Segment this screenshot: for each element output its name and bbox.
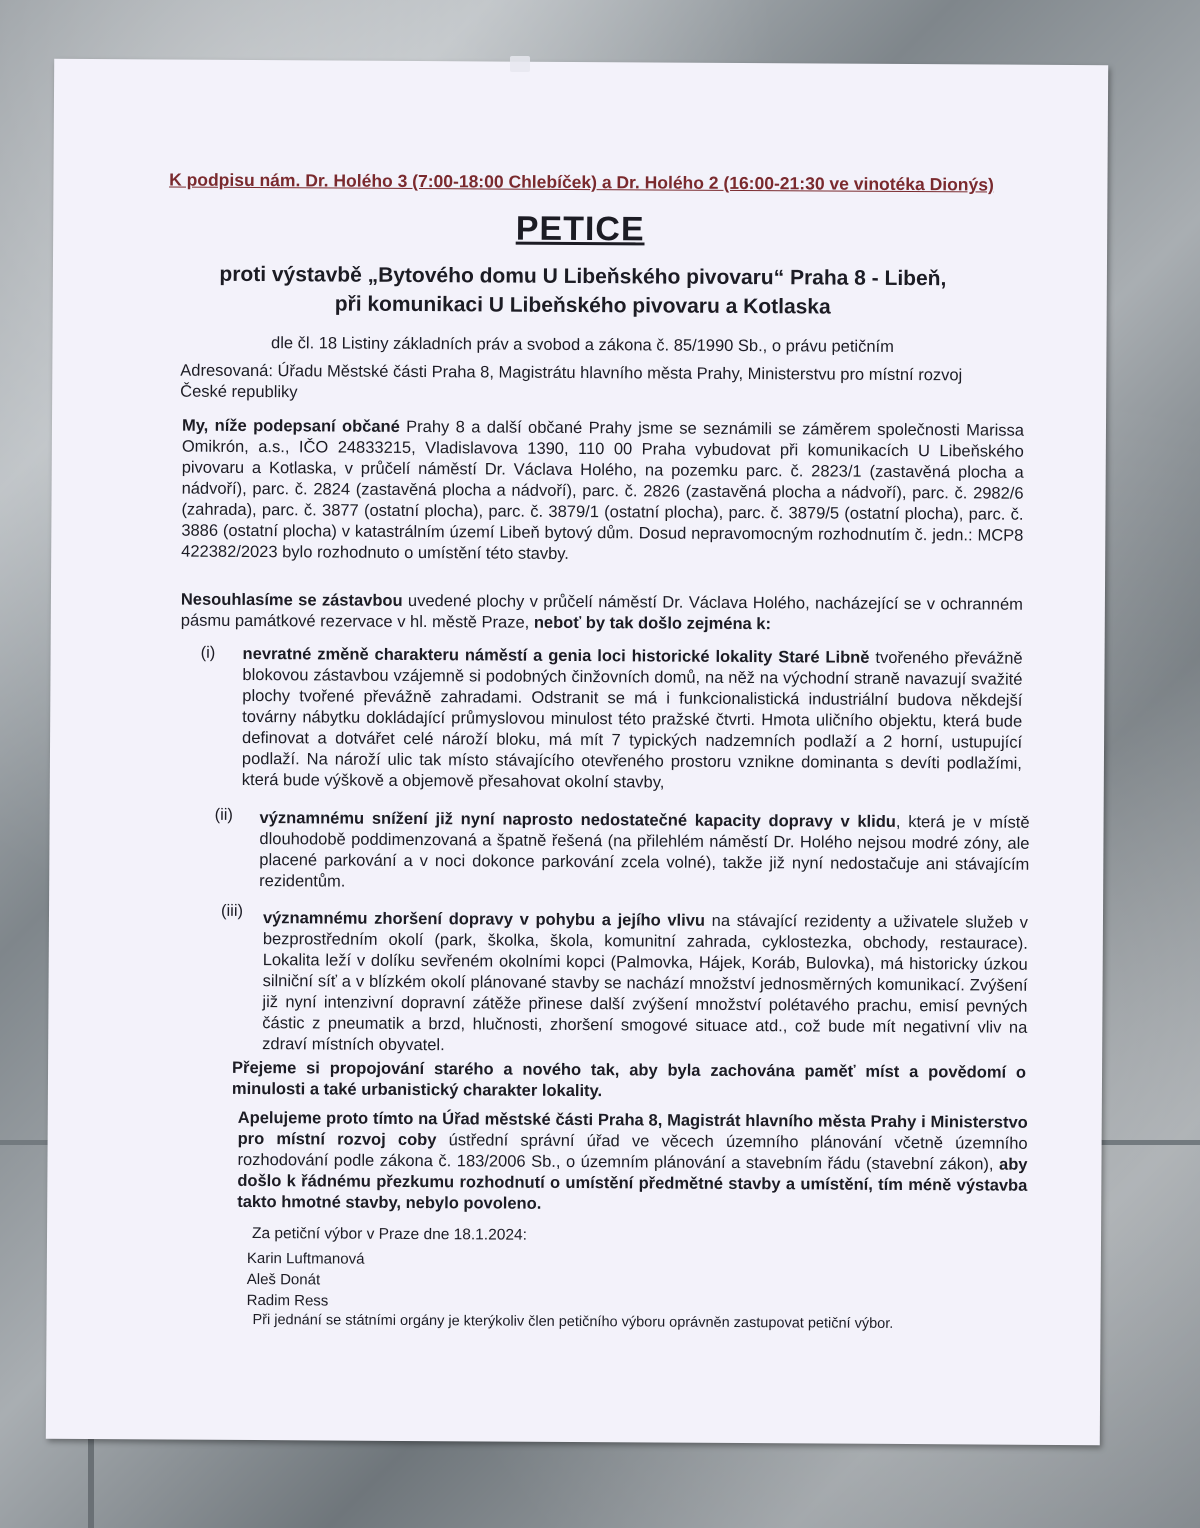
- intro-bold: My, níže podepsaní občané: [181, 416, 400, 436]
- item-text: , která je v místě dlouhodobě poddimenzovaná a špatně řešená (na přilehlém náměstí Dr. Holého nejsou modré zóny, ale placené parkování a v noci dokonce parkování zcela volné), takže již nyní nedostačuje ani stávajícím rezidentům.: [259, 812, 1030, 891]
- member-name: Radim Ress: [246, 1291, 329, 1310]
- signed-by: Za petiční výbor v Praze dne 18.1.2024:: [252, 1225, 527, 1244]
- item-bold: významnému zhoršení dopravy v pohybu a jejího vlivu: [262, 909, 706, 930]
- item-bold: významnému snížení již nyní naprosto nedostatečné kapacity dopravy v klidu: [259, 809, 896, 831]
- appeal-bold: Apelujeme proto tímto na Úřad městské části Praha 8, Magistrát hlavního města Prahy i Ministerstvo pro místní rozvoj coby: [237, 1108, 1028, 1150]
- committee-members: [247, 1248, 365, 1312]
- objection-bold: Nesouhlasíme se zástavbou: [180, 590, 403, 610]
- representation-note: Při jednání se státními orgány je kterýkoliv člen petičního výboru oprávněn zastupovat petiční výbor.: [252, 1312, 894, 1332]
- wish-bold: Přejeme si propojování starého a nového tak, aby byla zachována paměť míst a povědomí o minulosti a také urbanistický charakter lokality.: [231, 1058, 1027, 1101]
- item-text: na stávající rezidenty a uživatele služeb v bezprostředním okolí (park, školka, škola, komunitní zahrada, cyklostezka, obchody, restaurace). Lokalita leží v dolíku sevřeném okolními kopci (Palmovka, Hájek, Koráb, Bulovka), má historicky úzkou silniční síť a v blízkém okolí plánované stavby se nachází množství jednosměrných komunikací. Zvýšení již nyní intenzivní dopravní zátěže přinese další zvýšení množství polétavého prachu, emisí pevných částic z pneumatik a brzd, hlučnosti, zhoršení smogové situace atd., což bude mít negativní vliv na zdraví místních obyvatel.: [262, 911, 1029, 1055]
- member-name: Karin Luftmanová: [246, 1249, 365, 1268]
- appeal-bold-end: aby došlo k řádnému přezkumu rozhodnutí o umístění předmětné stavby a umístění, tím méně výstavba takto hmotné stavby, nebylo povoleno.: [237, 1155, 1028, 1213]
- appeal-text: ústřední správní úřad ve věcech územního plánování včetně územního rozhodování podle zákona č. 183/2006 Sb., o územním plánování a stavebním řádu (stavební zákon),: [237, 1131, 1028, 1174]
- item-number: (i): [200, 643, 216, 662]
- item-number: (iii): [220, 901, 244, 920]
- tape-strip: [510, 56, 530, 72]
- wish-paragraph: [232, 1058, 1026, 1105]
- intro-text: Prahy 8 a další občané Prahy jsme se seznámili se záměrem společnosti Marissa Omikrón, a.s., IČO 24833215, Vladislavova 1390, 110 00 Praha vybudovat při komunikacích U Libeňského pivovaru a Kotlaska, v průčelí náměstí Dr. Václava Holého, na pozemku parc. č. 2823/1 (zastavěná plocha a nádvoří), parc. č. 2824 (zastavěná plocha a nádvoří), parc. č. 2826 (zastavěná plocha a nádvoří), parc. č. 2982/6 (zahrada), parc. č. 3877 (ostatní plocha), parc. č. 3879/1 (ostatní plocha), parc. č. 3879/5 (ostatní plocha), parc. č. 3886 (ostatní plocha) v katastrálním území Libeň bytový dům. Dosud nepravomocným rozhodnutím č. jedn.: MCP8 422382/2023 bylo rozhodnuto o umístění této stavby.: [181, 417, 1025, 563]
- signing-places: K podpisu nám. Dr. Holého 3 (7:00-18:00 Chlebíček) a Dr. Holého 2 (16:00-21:30 ve vinotéka Dionýs): [169, 169, 994, 195]
- list-item: [242, 644, 1023, 796]
- list-item: [262, 908, 1028, 1060]
- petition-subtitle: [133, 259, 1033, 322]
- member-name: Aleš Donát: [246, 1270, 321, 1289]
- appeal-paragraph: [237, 1108, 1028, 1218]
- item-number: (ii): [214, 805, 233, 824]
- legal-basis: dle čl. 18 Listiny základních práv a svobod a zákona č. 85/1990 Sb., o právu petičním: [271, 334, 894, 356]
- objection-bold-end: neboť by tak došlo zejména k:: [533, 613, 772, 634]
- item-text: tvořeného převážně blokovou zástavbou vzájemně si podobných činžovních domů, na něž na východní straně navazují svažité plochy tvořené převážně zahradami. Odstranit se má i funkcionalistická industriální budova někdejší továrny nábytku dokládající průmyslovou minulost této pražské čtvrti. Hmota uličního objektu, která bude definovat a dotvářet celé nároží bloku, má mít 7 typických nadzemních podlaží a 2 horní, ustupující podlaží. Na nároží ulic tak místo stávajícího otevřeného prostoru vznikne dominanta s devíti podlažími, která bude výškově a objemově přesahovat okolní stavby,: [241, 648, 1023, 792]
- item-bold: nevratné změně charakteru náměstí a genia loci historické lokality Staré Libně: [242, 644, 870, 667]
- list-item: [259, 808, 1029, 897]
- petition-title: PETICE: [515, 209, 645, 249]
- intro-paragraph: [181, 416, 1024, 568]
- objection-paragraph: [181, 590, 1023, 637]
- addressed-to: Adresovaná: Úřadu Městské části Praha 8, Magistrátu hlavního města Prahy, Ministerstvu pro místní rozvoj České republiky: [180, 361, 963, 402]
- subtitle-line-2: při komunikaci U Libeňského pivovaru a Kotlaska: [334, 292, 831, 319]
- petition-sheet: [46, 59, 1108, 1445]
- objection-text: uvedené plochy v průčelí náměstí Dr. Václava Holého, nacházející se v ochranném pásmu památkové rezervace v hl. městě Praze,: [180, 591, 1023, 632]
- subtitle-line-1: proti výstavbě „Bytového domu U Libeňského pivovaru“ Praha 8 - Libeň,: [219, 262, 947, 291]
